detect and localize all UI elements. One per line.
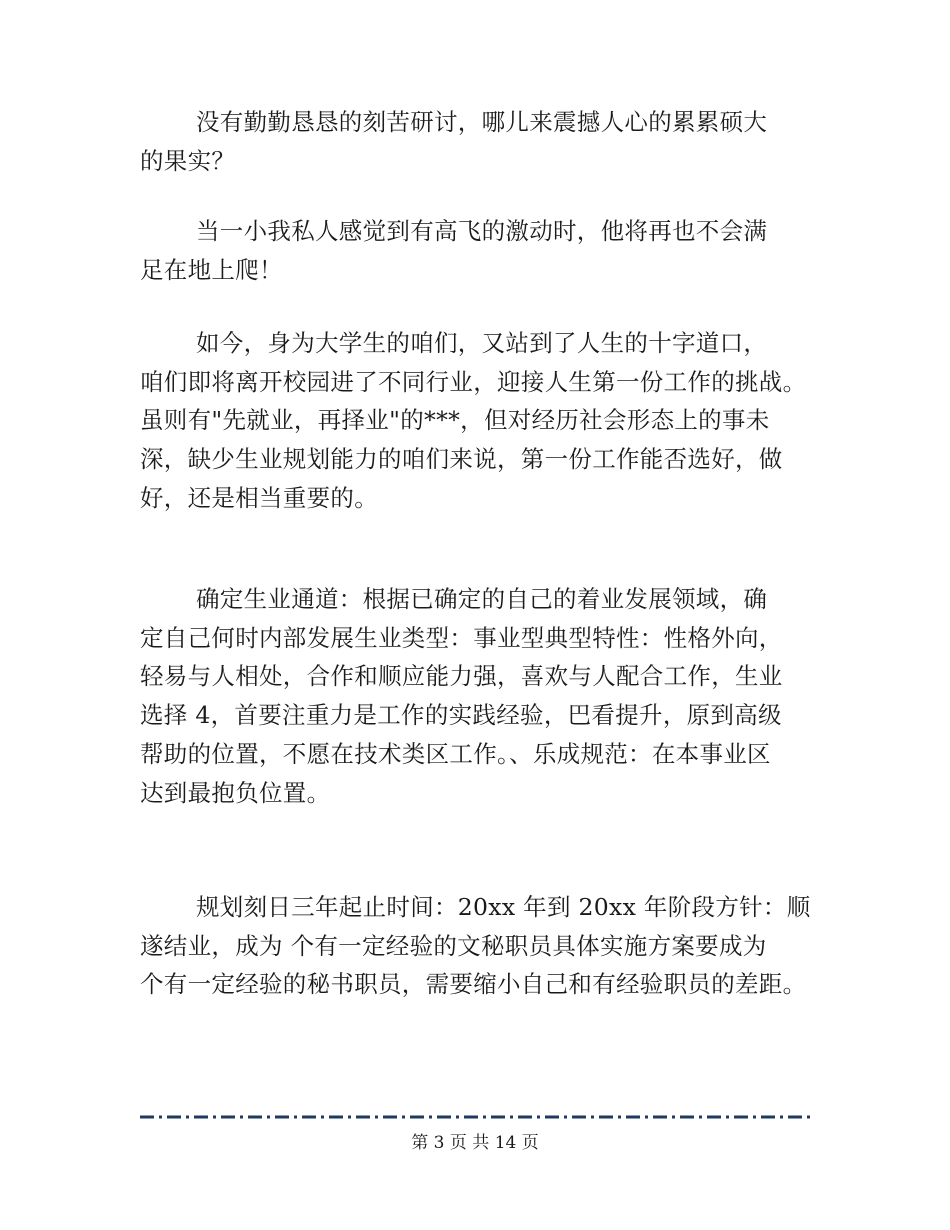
paragraph-line: 咱们即将离开校园进了不同行业，迎接人生第一份工作的挑战。	[140, 367, 807, 396]
paragraph-5	[140, 888, 830, 1004]
paragraph-line: 深，缺少生业规划能力的咱们来说，第一份工作能否选好，做	[140, 445, 783, 474]
paragraph-line: 好，还是相当重要的。	[140, 483, 378, 512]
paragraph-line: 的果实？	[140, 146, 236, 175]
paragraph-line: 帮助的位置，不愿在技术类区工作。、乐成规范：在本事业区	[140, 739, 771, 768]
paragraph-line: 定自己何时内部发展生业类型：事业型典型特性：性格外向，	[140, 623, 783, 652]
paragraph-line: 遂结业，成为 个有一定经验的文秘职员具体实施方案要成为	[140, 931, 767, 960]
paragraph-line: 达到最抱负位置。	[140, 778, 331, 807]
paragraph-line: 选择 4，首要注重力是工作的实践经验，巴看提升，原到高级	[140, 701, 782, 730]
footer-divider	[140, 1115, 810, 1119]
paragraph-line: 确定生业通道：根据已确定的自己的着业发展领域，确	[196, 585, 768, 613]
paragraph-line: 足在地上爬！	[140, 255, 283, 284]
paragraph-line: 没有勤勤恳恳的刻苦研讨，哪儿来震撼人心的累累硕大	[196, 108, 768, 136]
paragraph-4	[140, 580, 830, 812]
paragraph-line: 个有一定经验的秘书职员，需要缩小自己和有经验职员的差距。	[140, 970, 807, 999]
paragraph-line: 当一小我私人感觉到有高飞的激动时，他将再也不会满	[196, 217, 768, 245]
paragraph-2	[140, 212, 830, 289]
paragraph-1	[140, 103, 830, 180]
paragraph-line: 轻易与人相处，合作和顺应能力强，喜欢与人配合工作，生业	[140, 662, 783, 691]
paragraph-line: 规划刻日三年起止时间：20xx 年到 20xx 年阶段方针：顺	[196, 893, 811, 921]
page-number: 第 3 页 共 14 页	[411, 1133, 539, 1153]
paragraph-line: 如今，身为大学生的咱们，又站到了人生的十字道口，	[196, 329, 768, 357]
paragraph-line: 虽则有"先就业，再择业"的***，但对经历社会形态上的事未	[140, 406, 770, 435]
paragraph-3	[140, 324, 830, 518]
